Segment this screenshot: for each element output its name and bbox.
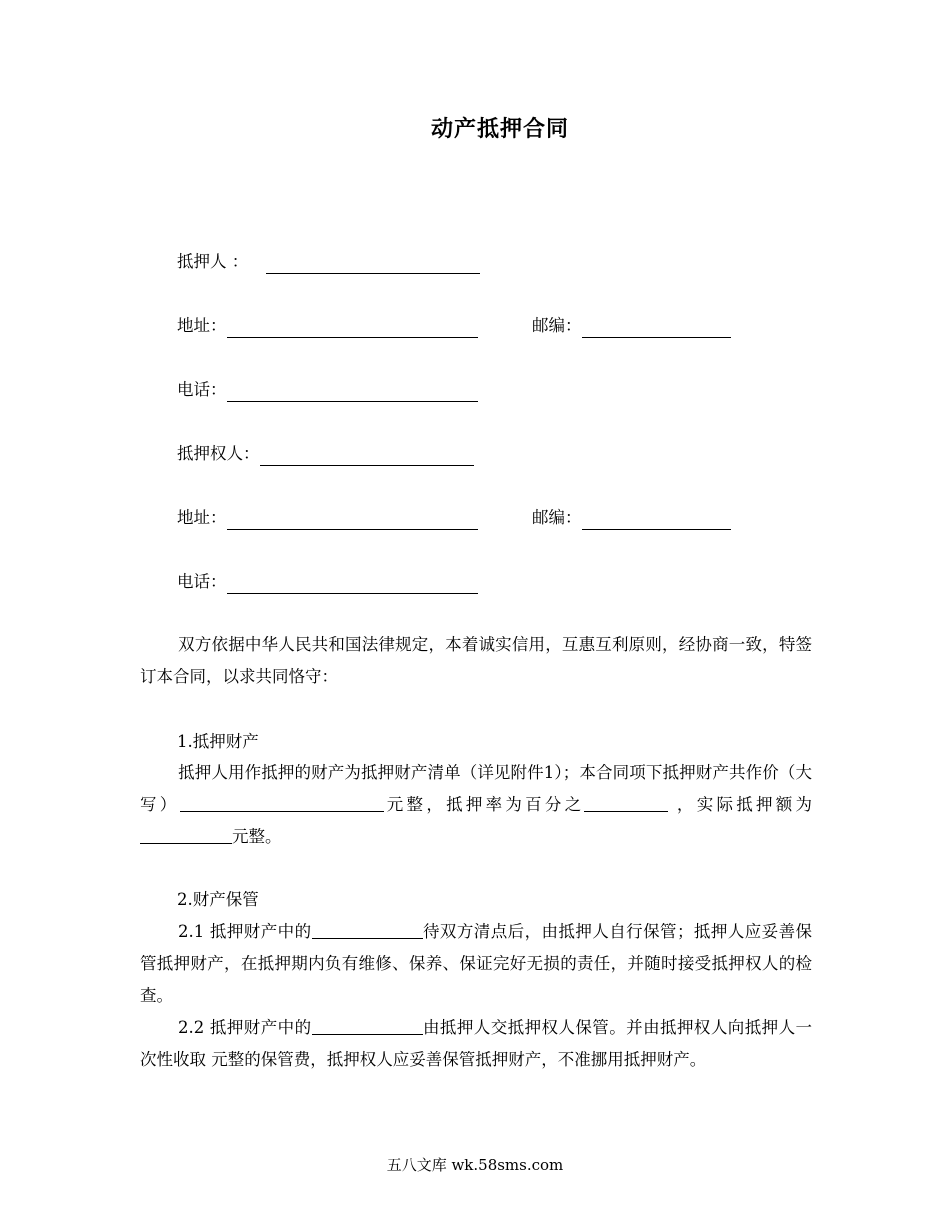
section2-p1-text-a: 2.1 抵押财产中的: [178, 922, 312, 941]
section1-paragraph: [140, 757, 812, 853]
mortgagee-address-row: [177, 506, 478, 530]
mortgagor-zip-row: [532, 314, 731, 338]
transferred-property-field[interactable]: [312, 1014, 423, 1035]
mortgagee-address-field[interactable]: [227, 508, 478, 530]
mortgagor-address-field[interactable]: [227, 316, 478, 338]
actual-amount-field[interactable]: [140, 823, 232, 844]
mortgagee-address-label: 地址：: [177, 508, 227, 527]
section2-p2-text-a: 2.2 抵押财产中的: [178, 1018, 312, 1037]
mortgagor-phone-field[interactable]: [227, 380, 478, 402]
valuation-amount-field[interactable]: [180, 791, 384, 812]
mortgagor-zip-field[interactable]: [582, 316, 731, 338]
mortgagee-zip-row: [532, 506, 731, 530]
intro-text: 双方依据中华人民共和国法律规定，本着诚实信用，互惠互利原则，经协商一致，特签订本合同，以求共同恪守：: [140, 635, 812, 686]
mortgagor-phone-row: [177, 378, 478, 402]
intro-paragraph: [140, 629, 812, 693]
mortgagor-zip-label: 邮编：: [532, 316, 582, 335]
mortgagor-address-row: [177, 314, 478, 338]
mortgagor-name-label: 抵押人 ：: [177, 252, 249, 271]
mortgagor-name-row: [177, 250, 480, 274]
mortgagee-zip-label: 邮编：: [532, 508, 582, 527]
mortgagee-phone-row: [177, 570, 478, 594]
section2-paragraph-2: [140, 1012, 812, 1076]
mortgagee-zip-field[interactable]: [582, 508, 731, 530]
mortgagor-phone-label: 电话：: [177, 380, 227, 399]
section1-heading: 1.抵押财产: [177, 732, 259, 751]
section2-heading: 2.财产保管: [177, 890, 259, 909]
page-footer: 五八文库 wk.58sms.com: [386, 1156, 564, 1174]
section1-text-c: ，实际抵押额为: [668, 795, 813, 814]
mortgagee-phone-field[interactable]: [227, 572, 478, 594]
section2-p2-text-b: 由抵押人交抵押权人保管。并由抵押权人向抵押人一次性收取 元整的保管费，抵押权人应妥善保管抵押财产，不准挪用抵押财产。: [140, 1018, 812, 1069]
section1-text-d: 元整。: [232, 827, 282, 846]
mortgagee-name-field[interactable]: [260, 444, 474, 466]
mortgagee-name-row: [177, 442, 474, 466]
mortgagor-address-label: 地址：: [177, 316, 227, 335]
mortgage-rate-field[interactable]: [584, 791, 668, 812]
mortgagor-name-field[interactable]: [266, 252, 480, 274]
section1-text-a: 抵押人用作抵押的财产为抵押财产清单（详见附件1）；本合同项下抵押财产共作价（大写）: [140, 763, 812, 814]
section2-p1-text-b: 待双方清点后，由抵押人自行保管；抵押人应妥善保管抵押财产，在抵押期内负有维修、保养、保证完好无损的责任，并随时接受抵押权人的检查。: [140, 922, 812, 1005]
mortgagee-name-label: 抵押权人：: [177, 444, 260, 463]
self-kept-property-field[interactable]: [312, 918, 423, 939]
section1-text-b: 元整，抵押率为百分之: [383, 795, 585, 814]
mortgagee-phone-label: 电话：: [177, 572, 227, 591]
page-title: 动产抵押合同: [430, 117, 569, 142]
section2-paragraph-1: [140, 916, 812, 1012]
